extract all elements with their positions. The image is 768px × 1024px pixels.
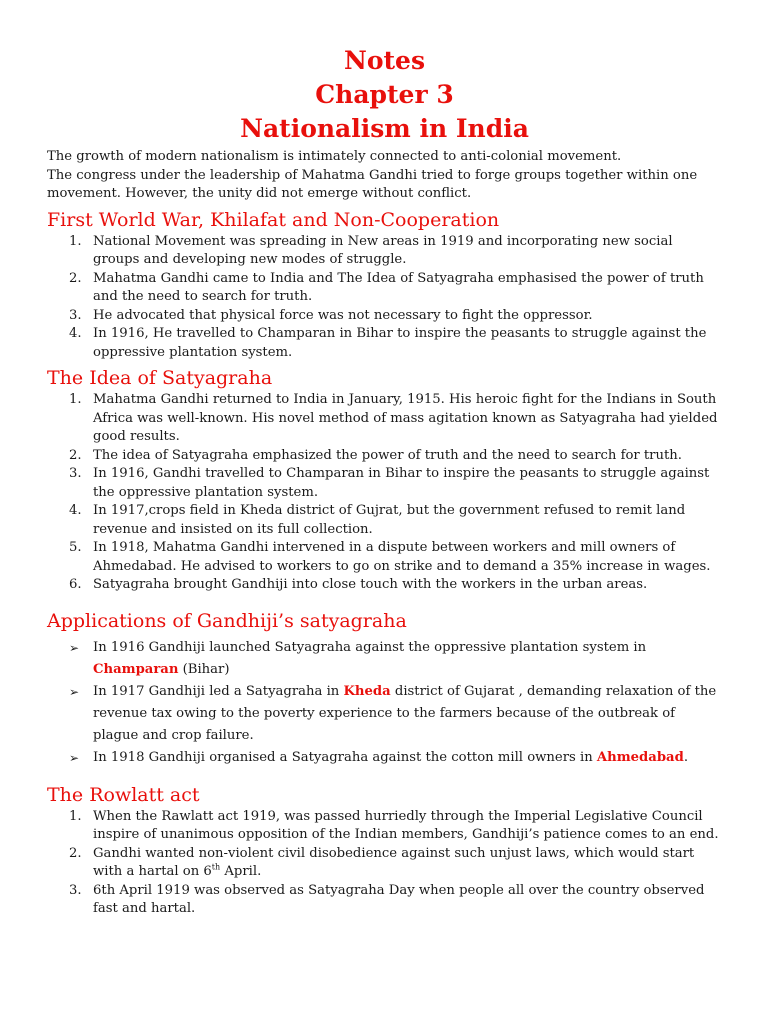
intro-paragraph-2: The congress under the leadership of Mahatma Gandhi tried to forge groups together within one movement. However, the unity did not emerge without conflict. [47, 167, 698, 201]
title-notes: Notes [343, 46, 426, 75]
list-text: The idea of Satyagraha emphasized the power of truth and the need to search for truth. [93, 447, 682, 463]
place-highlight: Kheda [343, 683, 391, 699]
list-text: In 1916, He travelled to Champaran in Bihar to inspire the peasants to struggle against the oppressive plantation system. [93, 326, 707, 360]
list-text: In 1918, Mahatma Gandhi intervened in a dispute between workers and mill owners of Ahmedabad. He advised to workers to go on strike and to demand a 35% increase in wages. [93, 540, 711, 574]
list-text: 6th April 1919 was observed as Satyagraha Day when people all over the country observed fast and hartal. [93, 882, 705, 916]
list-text: When the Rawlatt act 1919, was passed hurriedly through the Imperial Legislative Council inspire of unanimous opposition of the Indian members, Gandhiji’s patience comes to an end. [93, 808, 719, 842]
list-number: 6. [69, 577, 82, 592]
heading-first-world-war: First World War, Khilafat and Non-Cooperation [47, 208, 500, 231]
list-text: In 1917 Gandhiji led a Satyagraha in [93, 683, 344, 699]
list-text: Gandhi wanted non-violent civil disobedience against such unjust laws, which would start with a hartal on 6 [93, 845, 695, 879]
list-number: 4. [69, 326, 82, 341]
list-text: In 1916 Gandhiji launched Satyagraha against the oppressive plantation system in [93, 639, 647, 655]
list-item [47, 233, 722, 270]
list-item [47, 845, 722, 882]
list-item [47, 447, 722, 466]
list-text: National Movement was spreading in New areas in 1919 and incorporating new social groups and developing new modes of struggle. [93, 233, 673, 267]
list-item [47, 270, 722, 307]
heading-idea-of-satyagraha: The Idea of Satyagraha [47, 367, 273, 389]
list-item [47, 502, 722, 539]
list-item [47, 747, 722, 769]
list-text: April. [220, 864, 262, 879]
list-number: 3. [69, 466, 82, 481]
arrow-bullet-icon: ➢ [69, 684, 80, 699]
list-first-world-war [47, 233, 722, 363]
list-text: In 1918 Gandhiji organised a Satyagraha against the cotton mill owners in [93, 749, 597, 765]
arrow-bullet-icon: ➢ [69, 640, 80, 655]
list-rowlatt-act [47, 808, 722, 919]
place-highlight: Ahmedabad [596, 749, 684, 765]
list-number: 3. [69, 882, 82, 898]
superscript: th [211, 862, 221, 872]
list-item [47, 539, 722, 576]
list-number: 2. [69, 447, 82, 463]
list-item [47, 637, 722, 681]
list-text: Mahatma Gandhi returned to India in January, 1915. His heroic fight for the Indians in South Africa was well-known. His novel method of mass agitation known as Satyagraha had yielded good results. [93, 392, 718, 444]
list-text: In 1916, Gandhi travelled to Champaran in Bihar to inspire the peasants to struggle against the oppressive plantation system. [93, 466, 710, 500]
list-idea-of-satyagraha [47, 391, 722, 595]
list-item [47, 681, 722, 747]
list-text: district of Gujarat , demanding relaxation of the revenue tax owing to the poverty experience to the farmers because of the outbreak of plague and crop failure. [93, 683, 717, 743]
list-text: Mahatma Gandhi came to India and The Idea of Satyagraha emphasised the power of truth and the need to search for truth. [93, 270, 704, 304]
intro-paragraph-1: The growth of modern nationalism is intimately connected to anti-colonial movement. [47, 149, 622, 164]
arrow-bullet-icon: ➢ [69, 750, 80, 765]
list-text: Satyagraha brought Gandhiji into close touch with the workers in the urban areas. [93, 577, 648, 592]
list-number: 4. [69, 503, 82, 518]
list-item [47, 325, 722, 362]
list-number: 2. [69, 270, 82, 286]
place-highlight: Champaran [93, 661, 179, 677]
list-item [47, 465, 722, 502]
list-number: 1. [69, 233, 82, 249]
heading-applications: Applications of Gandhiji’s satyagraha [47, 609, 407, 632]
list-applications [47, 637, 722, 769]
list-text: . [683, 749, 689, 765]
list-number: 2. [69, 845, 82, 861]
list-text: In 1917,crops field in Kheda district of Gujrat, but the government refused to remit land revenue and insisted on its full collection. [93, 503, 686, 537]
list-text: He advocated that physical force was not necessary to fight the oppressor. [93, 307, 593, 323]
list-item [47, 391, 722, 447]
heading-rowlatt-act: The Rowlatt act [47, 783, 200, 806]
list-item [47, 808, 722, 845]
list-number: 3. [69, 307, 82, 323]
list-item [47, 307, 722, 326]
list-item [47, 576, 722, 595]
list-number: 1. [69, 392, 82, 407]
list-text: (Bihar) [178, 661, 230, 677]
list-number: 5. [69, 540, 82, 555]
list-number: 1. [69, 808, 82, 824]
list-item [47, 882, 722, 919]
title-nationalism: Nationalism in India [240, 114, 529, 143]
document-title [47, 44, 722, 146]
title-chapter: Chapter 3 [315, 80, 454, 109]
